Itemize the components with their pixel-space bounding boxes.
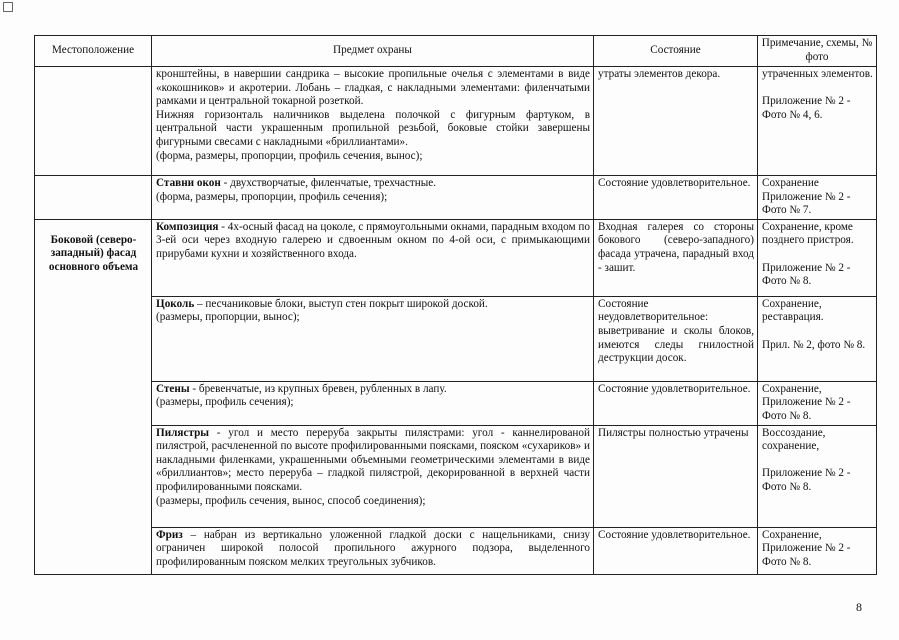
- subject-text: – песчаниковые блоки, выступ стен покрыт широкой доской.: [194, 297, 488, 310]
- note-text: Приложение № 2 - Фото № 8.: [762, 467, 851, 493]
- note-cell: [758, 296, 877, 381]
- state-cell: Входная галерея со стороны бокового (северо-западного) фасада утрачена, парадный вход - зашит.: [594, 219, 758, 296]
- header-note: Примечание, схемы, № фото: [758, 36, 877, 67]
- subject-cell: [152, 296, 594, 381]
- state-cell: Состояние удовлетворительное.: [594, 527, 758, 574]
- subject-text: - 4х-осный фасад на цоколе, с прямоугольными окнами, парадным входом по 3-ей оси через входную галерею и сдвоенным окном по 4-ой оси, с примыкающими прирубами кухни и хозяйственного входа.: [156, 220, 591, 260]
- subject-text: – набран из вертикально уложенной гладкой доски с нащельниками, снизу ограничен широкой полосой пропильного ажурного подзора, выделенного профилированным пояском мелких треугольных зубчиков.: [156, 528, 590, 568]
- state-cell: Пилястры полностью утрачены: [594, 425, 758, 527]
- subject-cell: [152, 67, 594, 176]
- subject-params: (размеры, пропорции, вынос);: [156, 311, 300, 324]
- subject-title: Композиция: [156, 220, 219, 233]
- subject-cell: [152, 381, 594, 425]
- location-cell-empty: [35, 67, 152, 176]
- state-cell: Состояние удовлетворительное.: [594, 381, 758, 425]
- note-cell: [758, 425, 877, 527]
- note-text: Сохранение, реставрация.: [762, 297, 824, 324]
- note-cell: Сохранение, Приложение № 2 - Фото № 8.: [758, 381, 877, 425]
- page-number: 8: [856, 600, 862, 614]
- subject-params: (форма, размеры, пропорции, профиль сечения);: [156, 190, 388, 203]
- note-text: Приложение № 2 - Фото № 8.: [762, 261, 851, 288]
- header-location: Местоположение: [35, 36, 152, 67]
- subject-text: - угол и место переруба закрыты пилястрами: угол - каннелированой пилястрой, расчлененной по высоте профилированными поясками, пояском «сухариков» и накладными филенками, украшенными объемными геометрическими элементами в виде «бриллиантов»; место переруба – гладкой пилястрой, декорированной в верхней части профилированными поясками.: [156, 426, 590, 493]
- table-row: [35, 296, 877, 381]
- table-row: [35, 219, 877, 296]
- note-cell: [758, 219, 877, 296]
- note-cell: Сохранение Приложение № 2 - Фото № 7.: [758, 176, 877, 220]
- header-row: [35, 36, 877, 67]
- subject-title: Цоколь: [156, 297, 195, 310]
- subject-title: Ставни окон: [156, 177, 221, 189]
- table-row: [35, 381, 877, 425]
- subject-text: - бревенчатые, из крупных бревен, рубленных в лапу.: [189, 382, 447, 395]
- table-row: [35, 425, 877, 527]
- note-text: Воссоздание, сохранение,: [762, 426, 826, 453]
- header-subject: Предмет охраны: [152, 36, 594, 67]
- table-row: [35, 176, 877, 220]
- note-text: утраченных элементов.: [762, 68, 873, 80]
- subject-text: Нижняя горизонталь наличников выделена полочкой с фигурным фартуком, в центральной части украшенным пропильной резьбой, боковые стойки завершены фигурными свесами с накладными «бриллиантами».: [156, 108, 590, 148]
- state-cell: утраты элементов декора.: [594, 67, 758, 176]
- subject-cell: [152, 527, 594, 574]
- note-cell: [758, 67, 877, 176]
- note-text: Сохранение, кроме позднего пристроя.: [762, 220, 854, 247]
- subject-params: (размеры, профиль сечения);: [156, 396, 294, 409]
- subject-cell: [152, 176, 594, 220]
- subject-text: - двухстворчатые, филенчатые, трехчастные.: [220, 177, 437, 189]
- note-cell: Сохранение, Приложение № 2 - Фото № 8.: [758, 527, 877, 574]
- subject-title: Фриз: [156, 528, 183, 541]
- subject-params: (размеры, профиль сечения, вынос, способ соединения);: [156, 494, 426, 507]
- subject-cell: [152, 425, 594, 527]
- header-state: Состояние: [594, 36, 758, 67]
- table-row: [35, 527, 877, 574]
- location-side-facade: Боковой (северо-западный) фасад основного объема: [35, 219, 152, 574]
- subject-text: кронштейны, в навершии сандрика – высокие пропильные очелья с элементами в виде «кокошников» и акротерии. Лобань – гладкая, с накладными элементами: филенчатыми рамками и центральной токарной розеткой.: [156, 68, 590, 108]
- location-cell-empty: [35, 176, 152, 220]
- subject-title: Пилястры: [156, 426, 210, 439]
- subject-cell: [152, 219, 594, 296]
- subject-text: (форма, размеры, пропорции, профиль сечения, вынос);: [156, 149, 423, 162]
- state-cell: Состояние удовлетворительное.: [594, 176, 758, 220]
- table-row: [35, 67, 877, 176]
- subject-title: Стены: [156, 382, 190, 395]
- protection-table: [34, 35, 877, 575]
- note-text: Прил. № 2, фото № 8.: [762, 338, 866, 351]
- state-cell: Состояние неудовлетворительное: выветривание и сколы блоков, имеются следы гнилостной деструкции досок.: [594, 296, 758, 381]
- note-text: Приложение № 2 - Фото № 4, 6.: [762, 95, 851, 121]
- corner-mark: [3, 2, 13, 12]
